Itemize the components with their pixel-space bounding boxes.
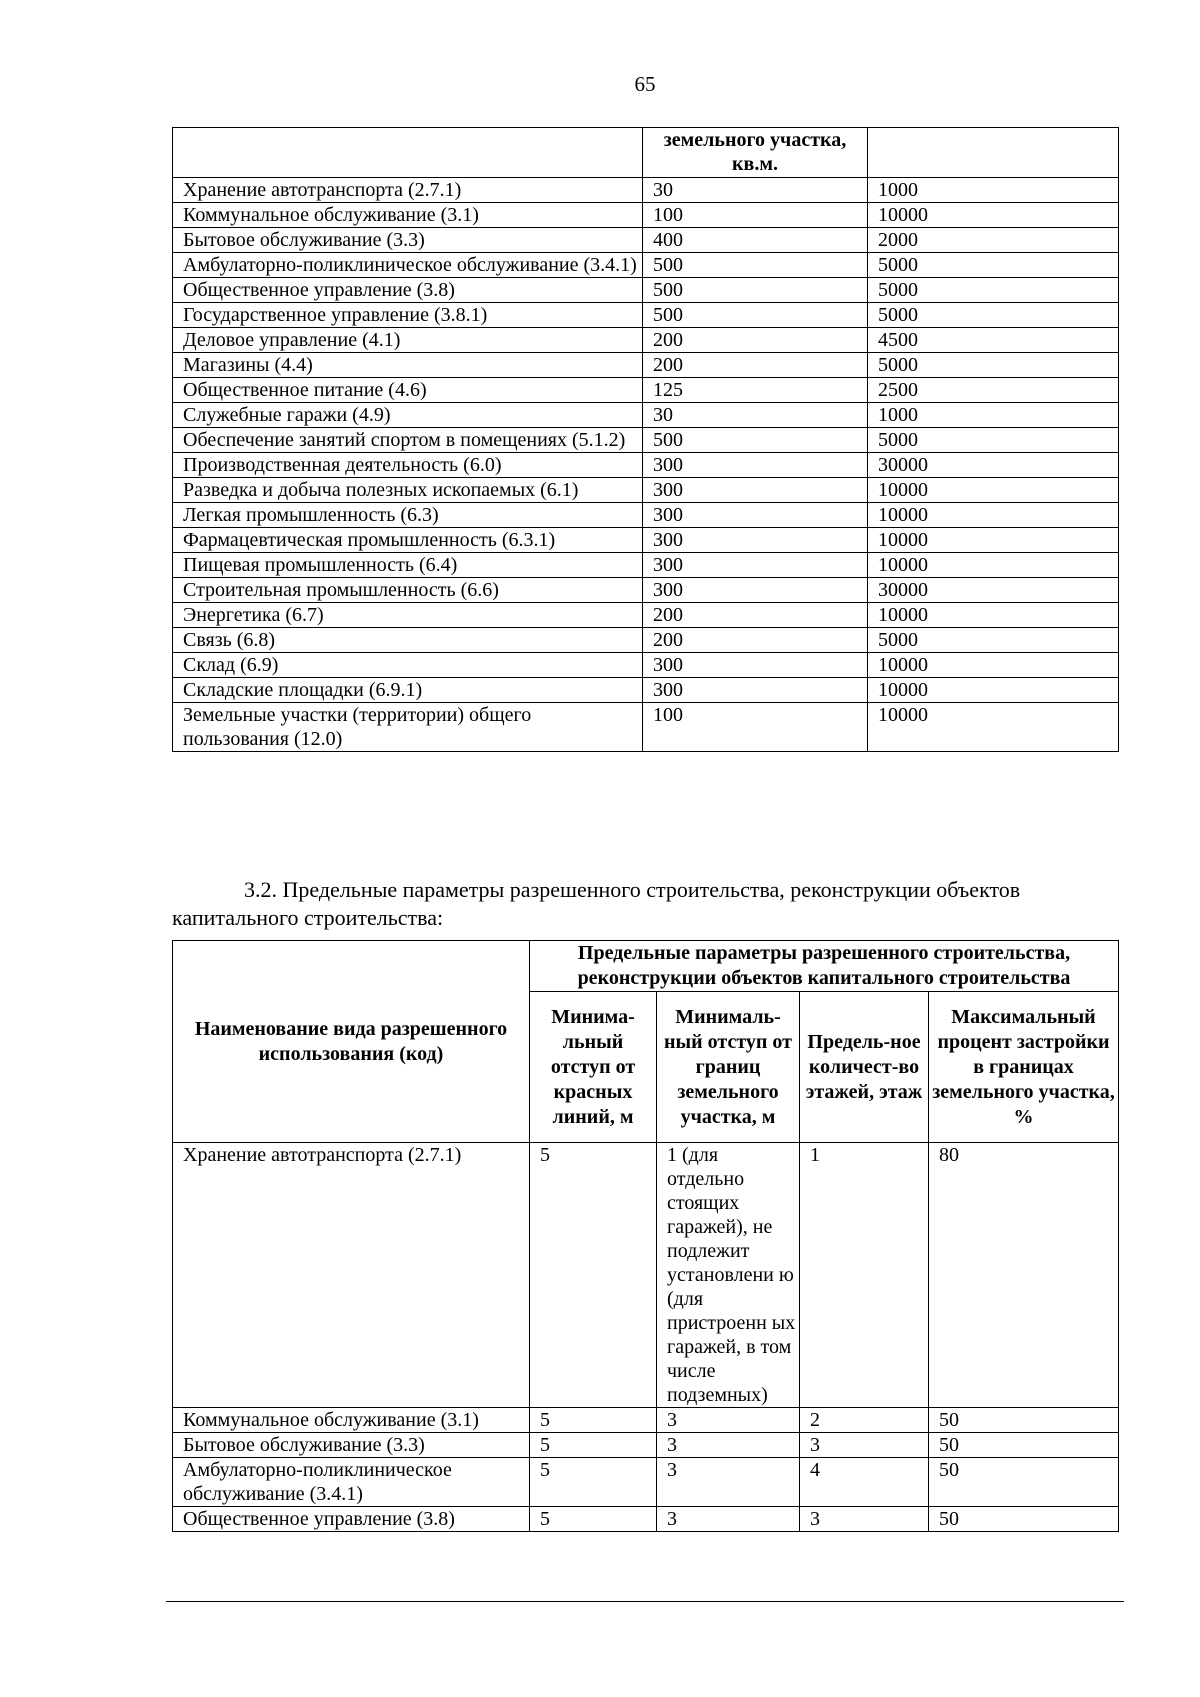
header-empty-cell [173,128,643,178]
table-row [173,1507,1119,1532]
value-cell: 500 [643,303,868,328]
row-label-cell: Амбулаторно-поликлиническое обслуживание (3.4.1) [173,1458,530,1507]
value-cell: 5000 [868,353,1119,378]
table-row [173,678,1119,703]
value-cell: 10000 [868,478,1119,503]
row-label-cell: Служебные гаражи (4.9) [173,403,643,428]
value-cell: 2500 [868,378,1119,403]
table-row [173,703,1119,752]
value-cell: 5000 [868,253,1119,278]
header-cell-coverage: Максимальный процент застройки в границах земельного участка, % [929,992,1119,1143]
row-label-cell: Деловое управление (4.1) [173,328,643,353]
row-label-cell: Амбулаторно-поликлиническое обслуживание (3.4.1) [173,253,643,278]
table-header-row [173,128,1119,178]
value-cell: 10000 [868,703,1119,752]
header-cell-min-area: земельного участка, кв.м. [643,128,868,178]
header-cell-red-line-offset: Минима-льный отступ от красных линий, м [530,992,657,1143]
value-cell: 80 [929,1143,1119,1408]
value-cell: 10000 [868,603,1119,628]
table-row [173,228,1119,253]
row-label-cell: Общественное управление (3.8) [173,1507,530,1532]
value-cell: 2 [800,1408,929,1433]
value-cell: 500 [643,278,868,303]
table-row [173,328,1119,353]
value-cell: 5000 [868,278,1119,303]
table-row [173,353,1119,378]
row-label-cell: Пищевая промышленность (6.4) [173,553,643,578]
land-plot-size-table [172,127,1119,752]
table-row [173,203,1119,228]
row-label-cell: Строительная промышленность (6.6) [173,578,643,603]
table-row [173,253,1119,278]
row-label-cell: Складские площадки (6.9.1) [173,678,643,703]
value-cell: 30000 [868,578,1119,603]
value-cell: 50 [929,1408,1119,1433]
value-cell: 1 [800,1143,929,1408]
value-cell: 3 [800,1507,929,1532]
value-cell: 500 [643,428,868,453]
table-header-row [173,941,1119,992]
row-label-cell: Общественное питание (4.6) [173,378,643,403]
value-cell: 5 [530,1458,657,1507]
table-row [173,503,1119,528]
table-row [173,428,1119,453]
table-row [173,478,1119,503]
header-cell-floors: Предель-ное количест-во этажей, этаж [800,992,929,1143]
row-label-cell: Легкая промышленность (6.3) [173,503,643,528]
value-cell: 300 [643,528,868,553]
value-cell: 10000 [868,528,1119,553]
table-row [173,403,1119,428]
row-label-cell: Производственная деятельность (6.0) [173,453,643,478]
value-cell: 300 [643,653,868,678]
value-cell: 1000 [868,178,1119,203]
table-row [173,528,1119,553]
row-label-cell: Коммунальное обслуживание (3.1) [173,203,643,228]
table-row [173,628,1119,653]
table-row [173,603,1119,628]
value-cell: 1000 [868,403,1119,428]
value-cell: 5 [530,1433,657,1458]
table-row [173,1143,1119,1408]
value-cell: 400 [643,228,868,253]
row-label-cell: Энергетика (6.7) [173,603,643,628]
value-cell: 125 [643,378,868,403]
row-label-cell: Бытовое обслуживание (3.3) [173,228,643,253]
building-parameters-table [172,940,1119,1532]
value-cell: 3 [657,1507,800,1532]
value-cell: 300 [643,553,868,578]
value-cell: 1 (для отдельно стоящих гаражей), не подлежит установлени ю (для пристроенн ых гаражей, в том числе подземных) [657,1143,800,1408]
row-label-cell: Государственное управление (3.8.1) [173,303,643,328]
value-cell: 3 [657,1433,800,1458]
header-empty-cell [868,128,1119,178]
value-cell: 5000 [868,303,1119,328]
value-cell: 5 [530,1408,657,1433]
table-row [173,278,1119,303]
table-row [173,578,1119,603]
value-cell: 500 [643,253,868,278]
value-cell: 10000 [868,503,1119,528]
value-cell: 4 [800,1458,929,1507]
table-row [173,303,1119,328]
value-cell: 5 [530,1143,657,1408]
value-cell: 2000 [868,228,1119,253]
section-paragraph: 3.2. Предельные параметры разрешенного строительства, реконструкции объектов капитального строительства: [172,877,1021,930]
value-cell: 4500 [868,328,1119,353]
value-cell: 200 [643,628,868,653]
table-row [173,378,1119,403]
row-label-cell: Земельные участки (территории) общего пользования (12.0) [173,703,643,752]
row-label-cell: Фармацевтическая промышленность (6.3.1) [173,528,643,553]
table-row [173,1408,1119,1433]
value-cell: 50 [929,1507,1119,1532]
footer-rule [166,1601,1124,1602]
value-cell: 200 [643,328,868,353]
row-label-cell: Обеспечение занятий спортом в помещениях (5.1.2) [173,428,643,453]
table-row [173,653,1119,678]
header-cell-group: Предельные параметры разрешенного строительства, реконструкции объектов капитального строительства [530,941,1119,992]
value-cell: 200 [643,353,868,378]
value-cell: 300 [643,478,868,503]
value-cell: 30000 [868,453,1119,478]
row-label-cell: Разведка и добыча полезных ископаемых (6.1) [173,478,643,503]
value-cell: 5000 [868,628,1119,653]
value-cell: 300 [643,453,868,478]
value-cell: 30 [643,178,868,203]
table-row [173,1433,1119,1458]
value-cell: 10000 [868,203,1119,228]
value-cell: 300 [643,578,868,603]
value-cell: 300 [643,678,868,703]
header-cell-boundary-offset: Минималь-ный отступ от границ земельного участка, м [657,992,800,1143]
value-cell: 300 [643,503,868,528]
value-cell: 100 [643,203,868,228]
row-label-cell: Хранение автотранспорта (2.7.1) [173,1143,530,1408]
value-cell: 5000 [868,428,1119,453]
table-row [173,453,1119,478]
row-label-cell: Коммунальное обслуживание (3.1) [173,1408,530,1433]
row-label-cell: Бытовое обслуживание (3.3) [173,1433,530,1458]
row-label-cell: Связь (6.8) [173,628,643,653]
value-cell: 3 [800,1433,929,1458]
value-cell: 10000 [868,653,1119,678]
table-row [173,178,1119,203]
row-label-cell: Склад (6.9) [173,653,643,678]
value-cell: 3 [657,1408,800,1433]
value-cell: 50 [929,1433,1119,1458]
row-label-cell: Магазины (4.4) [173,353,643,378]
table-row [173,553,1119,578]
page-number: 65 [634,72,656,96]
row-label-cell: Общественное управление (3.8) [173,278,643,303]
row-label-cell: Хранение автотранспорта (2.7.1) [173,178,643,203]
table-row [173,1458,1119,1507]
value-cell: 10000 [868,553,1119,578]
value-cell: 5 [530,1507,657,1532]
value-cell: 200 [643,603,868,628]
header-cell-use-type: Наименование вида разрешенного использования (код) [173,941,530,1143]
value-cell: 100 [643,703,868,752]
value-cell: 50 [929,1458,1119,1507]
value-cell: 10000 [868,678,1119,703]
value-cell: 3 [657,1458,800,1507]
value-cell: 30 [643,403,868,428]
